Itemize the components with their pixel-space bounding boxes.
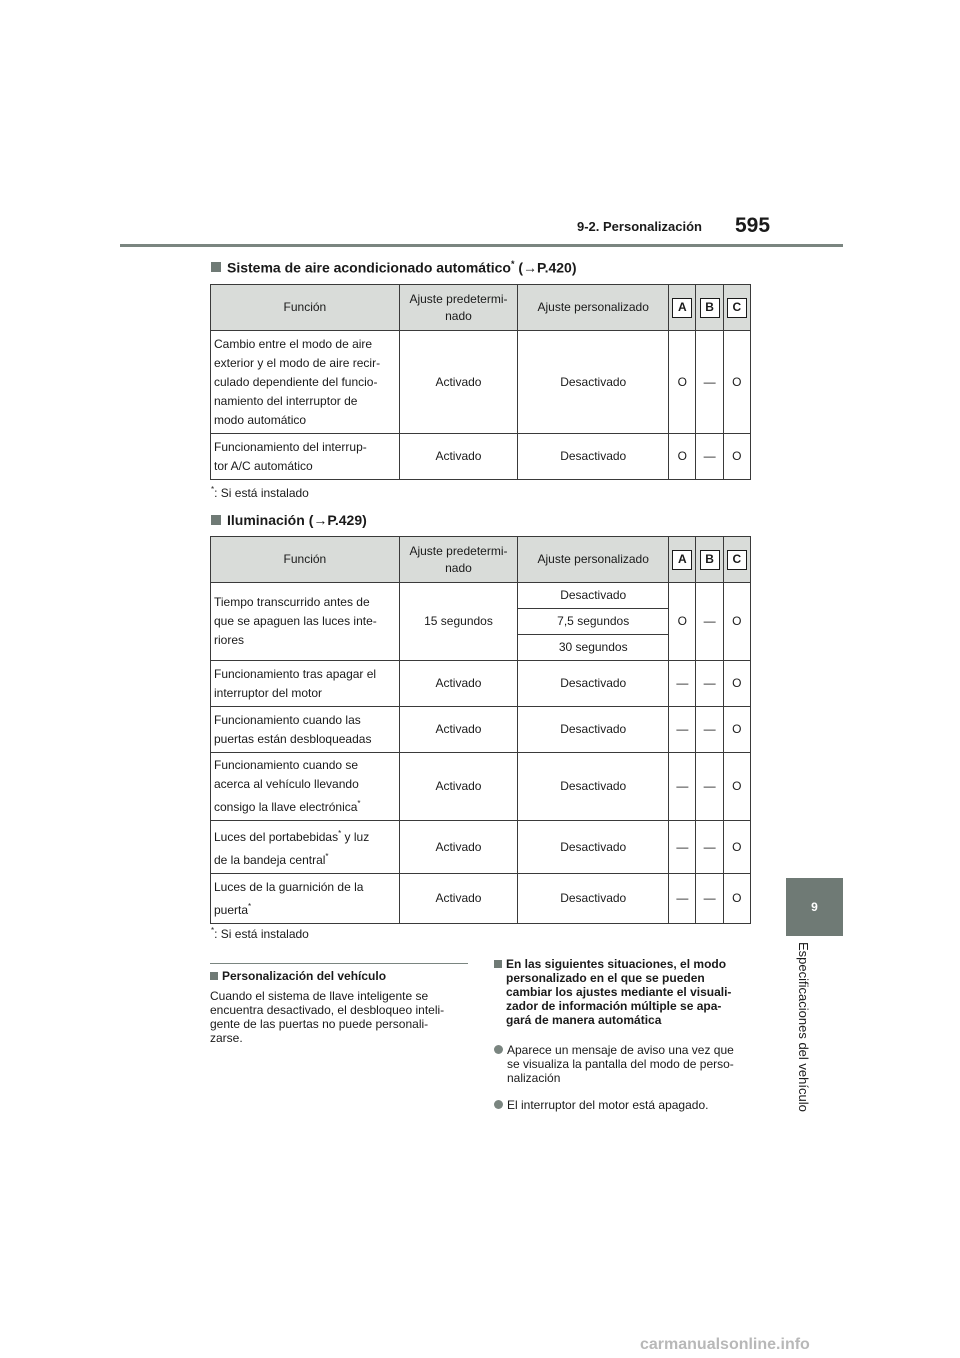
- cell-default: Activado: [399, 707, 517, 753]
- cell-default: 15 segundos: [399, 583, 517, 661]
- cell-custom-option: 30 segundos: [518, 635, 669, 661]
- header-c: C: [723, 285, 750, 331]
- cell-c: O: [723, 331, 750, 434]
- cell-a: —: [669, 821, 696, 874]
- table-header-row: [211, 285, 751, 331]
- cell-c: O: [723, 434, 750, 480]
- header-function: Función: [211, 537, 400, 583]
- ac-settings-table: [210, 284, 751, 480]
- square-bullet-icon: [494, 960, 502, 968]
- square-bullet-icon: [210, 972, 218, 980]
- table-row: [211, 707, 751, 753]
- section-header: 9-2. Personalización: [577, 219, 702, 234]
- footnote-marker: *: [510, 259, 515, 269]
- cell-a: —: [669, 707, 696, 753]
- cell-c: O: [723, 753, 750, 821]
- cell-b: —: [696, 874, 723, 924]
- table-row: [211, 874, 751, 924]
- cell-function: Cambio entre el modo de aire exterior y el modo de aire recir- culado dependiente del funcio- namiento del interruptor de modo automático: [211, 331, 400, 434]
- cell-custom: Desactivado: [518, 434, 669, 480]
- header-default: Ajuste predetermi- nado: [399, 285, 517, 331]
- header-a: A: [669, 285, 696, 331]
- cell-default: Activado: [399, 874, 517, 924]
- cell-a: —: [669, 753, 696, 821]
- table-row: [211, 434, 751, 480]
- watermark: carmanualsonline.info: [640, 1336, 810, 1353]
- list-item: Aparece un mensaje de aviso una vez que se visualiza la pantalla del modo de perso- nalización: [494, 1043, 756, 1085]
- cell-function: Funcionamiento del interrup- tor A/C automático: [211, 434, 400, 480]
- cell-custom: Desactivado: [518, 661, 669, 707]
- header-a: A: [669, 537, 696, 583]
- cell-function: Funcionamiento tras apagar el interruptor del motor: [211, 661, 400, 707]
- cell-c: O: [723, 874, 750, 924]
- cell-c: O: [723, 583, 750, 661]
- cell-custom: Desactivado: [518, 707, 669, 753]
- header-custom: Ajuste personalizado: [518, 537, 669, 583]
- header-function: Función: [211, 285, 400, 331]
- notes-divider: [210, 963, 468, 964]
- cell-function: Funcionamiento cuando las puertas están desbloqueadas: [211, 707, 400, 753]
- table-header-row: [211, 537, 751, 583]
- section-heading-ac: [211, 259, 576, 276]
- cell-function: Luces de la guarnición de la puerta*: [211, 874, 400, 924]
- cell-default: Activado: [399, 434, 517, 480]
- section-title: Iluminación: [227, 512, 305, 528]
- cell-a: O: [669, 583, 696, 661]
- cell-c: O: [723, 707, 750, 753]
- circle-bullet-icon: [494, 1045, 503, 1054]
- table-row: [211, 331, 751, 434]
- cell-function: Funcionamiento cuando se acerca al vehículo llevando consigo la llave electrónica*: [211, 753, 400, 821]
- cell-a: —: [669, 661, 696, 707]
- cell-b: —: [696, 821, 723, 874]
- cell-b: —: [696, 661, 723, 707]
- footnote-lighting: *: Si está instalado: [211, 926, 309, 941]
- cell-b: —: [696, 753, 723, 821]
- cell-b: —: [696, 583, 723, 661]
- page-reference[interactable]: (→P.420): [518, 259, 577, 276]
- table-row: [211, 821, 751, 874]
- circle-bullet-icon: [494, 1100, 503, 1109]
- cell-a: —: [669, 874, 696, 924]
- square-bullet-icon: [211, 262, 221, 272]
- chapter-label: Especificaciones del vehículo: [796, 942, 811, 1112]
- page-reference[interactable]: (→P.429): [308, 512, 367, 528]
- cell-b: —: [696, 434, 723, 480]
- cell-c: O: [723, 821, 750, 874]
- chapter-tab[interactable]: 9: [786, 878, 843, 936]
- cell-custom: Desactivado: [518, 874, 669, 924]
- cell-default: Activado: [399, 661, 517, 707]
- cell-custom: Desactivado: [518, 331, 669, 434]
- table-row: [211, 753, 751, 821]
- lighting-settings-table: [210, 536, 751, 924]
- square-bullet-icon: [211, 515, 221, 525]
- note-heading-auto-off: En las siguientes situaciones, el modo personalizado en el que se pueden cambiar los ajustes mediante el visuali- zador de información múltiple se apa- gará de manera automática: [494, 957, 756, 1027]
- header-c: C: [723, 537, 750, 583]
- cell-custom: Desactivado: [518, 821, 669, 874]
- table-row: [211, 583, 751, 609]
- cell-a: O: [669, 331, 696, 434]
- table-row: [211, 661, 751, 707]
- note-text-vehicle: Cuando el sistema de llave inteligente se encuentra desactivado, el desbloqueo inteli- gente de las puertas no puede personali- zarse.: [210, 989, 445, 1045]
- cell-b: —: [696, 707, 723, 753]
- section-heading-lighting: [211, 512, 367, 528]
- note-heading-vehicle: Personalización del vehículo: [210, 969, 470, 983]
- cell-custom-option: 7,5 segundos: [518, 609, 669, 635]
- cell-custom: Desactivado: [518, 753, 669, 821]
- header-divider: [120, 244, 843, 247]
- section-title: Sistema de aire acondicionado automático: [227, 259, 511, 276]
- header-b: B: [696, 537, 723, 583]
- cell-custom-option: Desactivado: [518, 583, 669, 609]
- footnote-ac: *: Si está instalado: [211, 485, 309, 500]
- cell-function: Tiempo transcurrido antes de que se apaguen las luces inte- riores: [211, 583, 400, 661]
- cell-b: —: [696, 331, 723, 434]
- header-b: B: [696, 285, 723, 331]
- cell-default: Activado: [399, 753, 517, 821]
- cell-function: Luces del portabebidas* y luz de la bandeja central*: [211, 821, 400, 874]
- cell-default: Activado: [399, 331, 517, 434]
- cell-c: O: [723, 661, 750, 707]
- header-default: Ajuste predetermi- nado: [399, 537, 517, 583]
- page-number: 595: [735, 214, 771, 237]
- header-custom: Ajuste personalizado: [518, 285, 669, 331]
- cell-a: O: [669, 434, 696, 480]
- list-item: El interruptor del motor está apagado.: [494, 1098, 756, 1112]
- cell-default: Activado: [399, 821, 517, 874]
